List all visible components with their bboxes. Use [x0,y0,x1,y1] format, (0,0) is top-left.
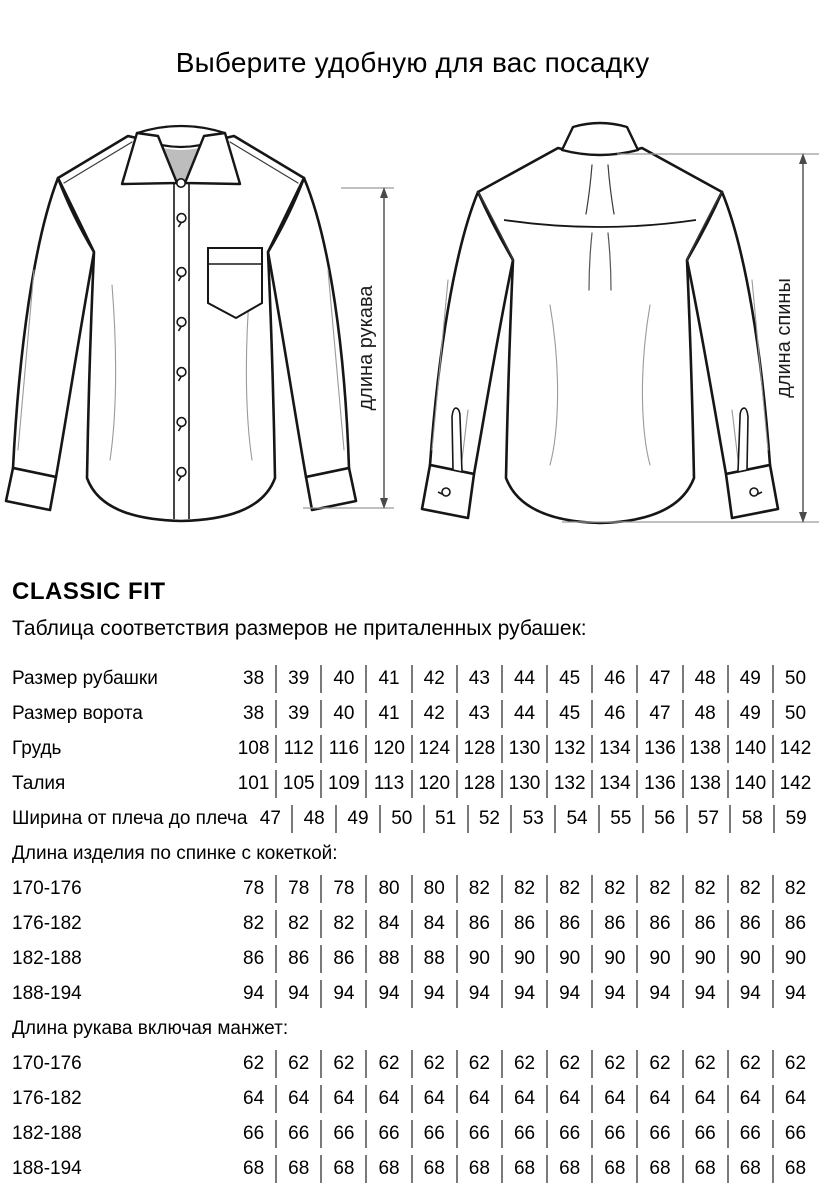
table-row [12,941,817,976]
row-label: Размер рубашки [12,667,158,689]
fit-heading: CLASSIC FIT [12,578,166,605]
table-cell: 94 [243,982,265,1004]
row-values [247,801,817,836]
button [177,368,186,377]
table-cell: 86 [636,910,681,938]
table-cell: 109 [320,770,365,798]
table-cell: 68 [591,1155,636,1183]
table-cell: 50 [379,805,423,833]
cuff-button [442,488,450,496]
table-cell: 94 [456,980,501,1008]
table-cell: 94 [591,980,636,1008]
button [177,418,186,427]
table-cell: 66 [636,1120,681,1148]
table-cell: 68 [636,1155,681,1183]
arrowhead-down-icon [799,512,807,523]
table-cell: 49 [727,700,772,728]
table-cell: 42 [411,665,456,693]
table-cell: 38 [243,667,265,689]
table-cell: 49 [727,665,772,693]
table-cell: 94 [727,980,772,1008]
button [177,179,185,187]
page-title: Выберите удобную для вас посадку [175,47,650,78]
table-cell: 64 [501,1085,546,1113]
table-cell: 47 [636,700,681,728]
table-cell: 64 [636,1085,681,1113]
table-cell: 94 [546,980,591,1008]
table-cell: 88 [411,945,456,973]
row-values [230,731,817,766]
table-cell: 84 [365,910,410,938]
back-length-label: длина спины [773,278,795,398]
table-cell: 94 [320,980,365,1008]
table-cell: 90 [546,945,591,973]
table-cell: 68 [501,1155,546,1183]
row-values [230,696,817,731]
table-cell: 48 [682,665,727,693]
table-cell: 62 [727,1050,772,1078]
table-cell: 39 [275,700,320,728]
table-cell: 62 [275,1050,320,1078]
row-label: 170-176 [12,1052,82,1074]
table-cell: 62 [243,1052,265,1074]
button [177,318,186,327]
row-values [230,1116,817,1151]
table-cell: 68 [772,1155,817,1183]
table-cell: 84 [411,910,456,938]
table-cell: 44 [501,700,546,728]
table-cell: 94 [365,980,410,1008]
table-row [12,1151,817,1186]
table-row [12,801,817,836]
table-cell: 90 [636,945,681,973]
sleeve-length-label: длина рукава [355,285,377,411]
table-cell: 62 [411,1050,456,1078]
table-cell: 62 [772,1050,817,1078]
table-cell: 48 [291,805,335,833]
table-cell: 82 [636,875,681,903]
front-body [58,136,304,521]
table-cell: 38 [243,702,265,724]
table-cell: 68 [546,1155,591,1183]
table-cell: 57 [686,805,730,833]
table-cell: 128 [456,735,501,763]
table-cell: 40 [320,700,365,728]
table-cell: 132 [546,735,591,763]
table-cell: 66 [275,1120,320,1148]
table-cell: 138 [682,770,727,798]
table-cell: 82 [275,910,320,938]
shirt-back-drawing [412,120,825,540]
table-cell: 64 [727,1085,772,1113]
table-cell: 86 [682,910,727,938]
table-cell: 62 [320,1050,365,1078]
size-table [12,661,817,1186]
table-cell: 58 [729,805,773,833]
table-row [12,871,817,906]
table-cell: 82 [772,875,817,903]
table-cell: 62 [365,1050,410,1078]
table-cell: 62 [682,1050,727,1078]
table-cell: 116 [320,735,365,763]
table-cell: 48 [682,700,727,728]
table-row [12,661,817,696]
row-values [230,1151,817,1186]
table-cell: 90 [727,945,772,973]
row-label: 176-182 [12,1087,82,1109]
table-cell: 46 [591,665,636,693]
table-cell: 86 [591,910,636,938]
row-values [230,941,817,976]
table-cell: 142 [772,770,817,798]
table-cell: 90 [501,945,546,973]
front-left-cuff [6,468,56,510]
table-cell: 130 [501,735,546,763]
table-cell: 94 [275,980,320,1008]
table-row [12,731,817,766]
table-cell: 94 [501,980,546,1008]
table-cell: 59 [773,805,817,833]
table-cell: 44 [501,665,546,693]
table-cell: 52 [467,805,511,833]
table-cell: 68 [456,1155,501,1183]
table-cell: 82 [591,875,636,903]
table-cell: 68 [320,1155,365,1183]
row-label: Размер ворота [12,702,143,724]
table-cell: 136 [636,735,681,763]
table-cell: 66 [727,1120,772,1148]
table-cell: 62 [591,1050,636,1078]
table-cell: 56 [642,805,686,833]
row-values [230,1046,817,1081]
button [177,268,186,277]
table-cell: 78 [320,875,365,903]
table-cell: 62 [456,1050,501,1078]
row-values [230,661,817,696]
row-values [230,871,817,906]
table-cell: 82 [501,875,546,903]
table-cell: 86 [275,945,320,973]
table-row [12,906,817,941]
table-row [12,976,817,1011]
table-cell: 45 [546,665,591,693]
table-cell: 45 [546,700,591,728]
table-cell: 51 [423,805,467,833]
table-cell: 66 [320,1120,365,1148]
table-row [12,766,817,801]
row-label: Ширина от плеча до плеча [12,807,248,829]
table-cell: 64 [591,1085,636,1113]
table-cell: 128 [456,770,501,798]
cuff-button [750,488,758,496]
table-cell: 80 [365,875,410,903]
row-label: 182-188 [12,1122,82,1144]
table-cell: 90 [682,945,727,973]
table-cell: 94 [772,980,817,1008]
table-cell: 66 [591,1120,636,1148]
table-cell: 64 [320,1085,365,1113]
table-cell: 41 [365,700,410,728]
table-cell: 120 [411,770,456,798]
table-cell: 66 [546,1120,591,1148]
row-label: 188-194 [12,982,82,1004]
table-cell: 134 [591,770,636,798]
table-caption: Таблица соответствия размеров не приталенных рубашек: [12,617,587,640]
table-cell: 62 [636,1050,681,1078]
row-label: Талия [12,772,66,794]
table-cell: 55 [598,805,642,833]
table-cell: 47 [259,807,281,829]
table-cell: 90 [772,945,817,973]
table-cell: 40 [320,665,365,693]
table-cell: 90 [456,945,501,973]
table-cell: 82 [243,912,265,934]
table-cell: 82 [682,875,727,903]
table-cell: 64 [243,1087,265,1109]
table-cell: 47 [636,665,681,693]
table-cell: 80 [411,875,456,903]
table-cell: 90 [591,945,636,973]
table-cell: 46 [591,700,636,728]
row-values [230,906,817,941]
table-section-header: Длина рукава включая манжет: [12,1017,289,1039]
table-cell: 132 [546,770,591,798]
row-values [230,1081,817,1116]
table-cell: 94 [411,980,456,1008]
row-label: 170-176 [12,877,82,899]
table-cell: 64 [772,1085,817,1113]
table-cell: 43 [456,700,501,728]
table-cell: 86 [501,910,546,938]
table-cell: 66 [243,1122,265,1144]
sleeve-placket [738,408,748,472]
back-collar-band [562,123,638,155]
table-cell: 66 [365,1120,410,1148]
table-cell: 66 [772,1120,817,1148]
table-row [12,1046,817,1081]
row-label: Грудь [12,737,62,759]
row-values [230,766,817,801]
table-cell: 64 [456,1085,501,1113]
table-cell: 49 [335,805,379,833]
table-cell: 134 [591,735,636,763]
table-cell: 88 [365,945,410,973]
button [177,468,186,477]
table-cell: 138 [682,735,727,763]
table-row [12,696,817,731]
table-cell: 142 [772,735,817,763]
table-cell: 86 [727,910,772,938]
table-cell: 68 [727,1155,772,1183]
table-cell: 101 [237,772,270,794]
table-cell: 68 [365,1155,410,1183]
row-label: 176-182 [12,912,82,934]
table-cell: 86 [456,910,501,938]
table-cell: 66 [501,1120,546,1148]
shirt-front-drawing [0,120,412,540]
table-cell: 50 [772,665,817,693]
table-cell: 66 [682,1120,727,1148]
table-cell: 68 [682,1155,727,1183]
chest-pocket [208,248,262,318]
table-cell: 54 [554,805,598,833]
table-cell: 62 [501,1050,546,1078]
table-cell: 39 [275,665,320,693]
table-cell: 86 [772,910,817,938]
table-row [12,1116,817,1151]
table-cell: 68 [243,1157,265,1179]
table-cell: 86 [320,945,365,973]
table-cell: 94 [682,980,727,1008]
row-values [230,976,817,1011]
table-cell: 62 [546,1050,591,1078]
table-cell: 53 [510,805,554,833]
sleeve-placket [452,408,462,472]
table-cell: 43 [456,665,501,693]
table-cell: 64 [682,1085,727,1113]
table-cell: 64 [275,1085,320,1113]
table-cell: 82 [320,910,365,938]
back-body [478,148,722,523]
table-section-header: Длина изделия по спинке с кокеткой: [12,842,338,864]
table-cell: 68 [411,1155,456,1183]
table-cell: 78 [275,875,320,903]
row-label: 182-188 [12,947,82,969]
table-cell: 136 [636,770,681,798]
front-right-cuff [306,468,356,510]
table-cell: 78 [243,877,265,899]
table-cell: 140 [727,735,772,763]
table-cell: 120 [365,735,410,763]
table-cell: 42 [411,700,456,728]
table-cell: 68 [275,1155,320,1183]
table-cell: 112 [275,735,320,763]
table-cell: 66 [456,1120,501,1148]
table-cell: 50 [772,700,817,728]
row-label: 188-194 [12,1157,82,1179]
table-cell: 105 [275,770,320,798]
table-cell: 124 [411,735,456,763]
table-cell: 41 [365,665,410,693]
table-cell: 82 [727,875,772,903]
table-cell: 66 [411,1120,456,1148]
table-cell: 108 [237,737,270,759]
table-cell: 94 [636,980,681,1008]
table-cell: 64 [365,1085,410,1113]
front-collar [122,126,240,185]
table-cell: 64 [411,1085,456,1113]
table-cell: 86 [546,910,591,938]
table-cell: 82 [456,875,501,903]
table-cell: 82 [546,875,591,903]
table-cell: 140 [727,770,772,798]
table-cell: 86 [243,947,265,969]
table-cell: 130 [501,770,546,798]
table-cell: 64 [546,1085,591,1113]
button [177,214,186,223]
table-row [12,1081,817,1116]
table-cell: 113 [365,770,410,798]
